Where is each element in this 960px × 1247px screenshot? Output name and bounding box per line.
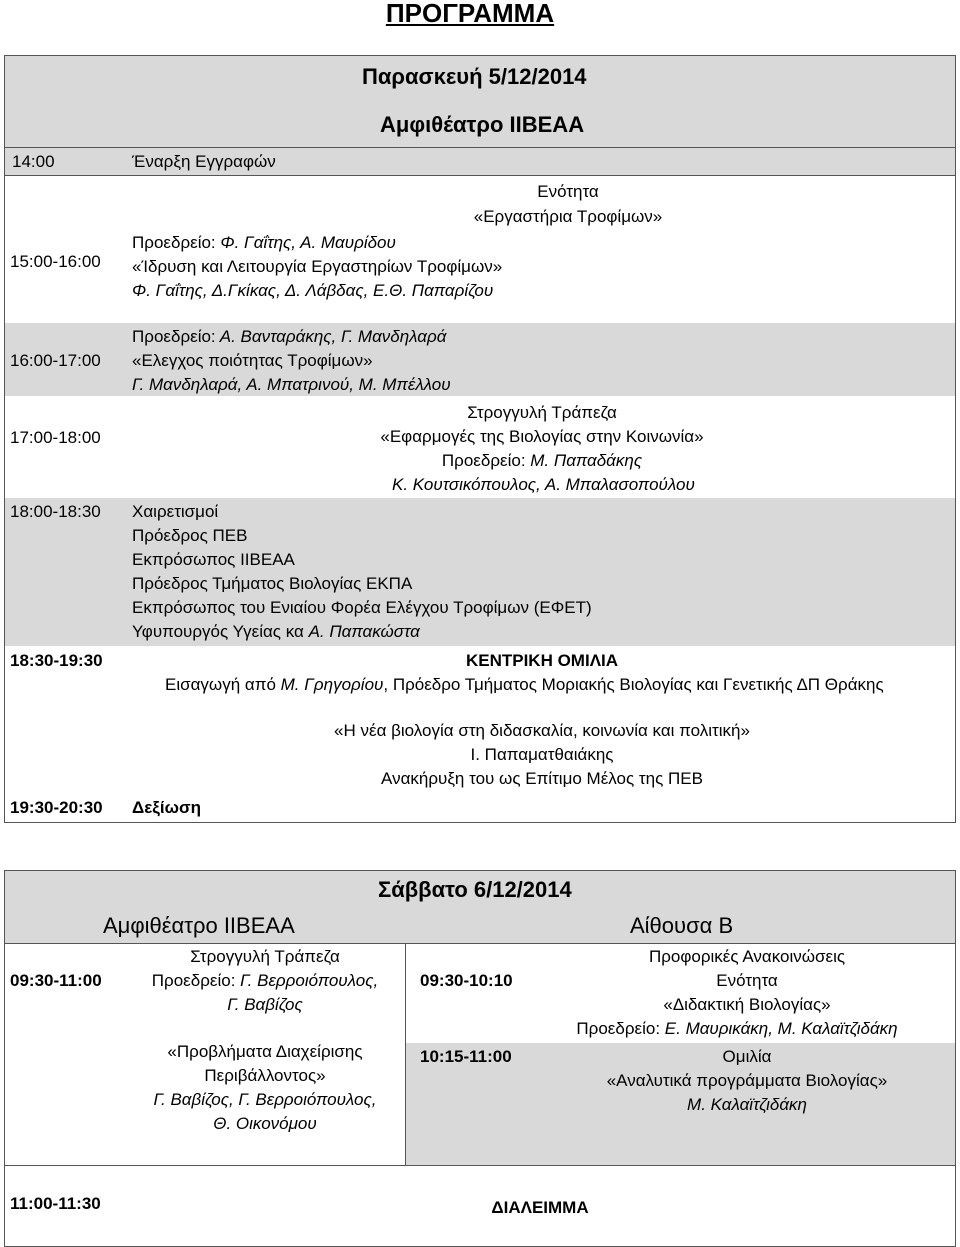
- minister-name: Α. Παπακώστα: [308, 622, 420, 641]
- left-speakers-cont: Θ. Οικονόμου: [213, 1114, 317, 1133]
- keynote-speaker: Ι. Παπαματθαιάκης: [470, 745, 614, 764]
- greetings-line: Χαιρετισμοί: [132, 502, 219, 521]
- keynote-heading: ΚΕΝΤΡΙΚΗ ΟΜΙΛΙΑ: [465, 651, 619, 670]
- roundtable-talk: «Εφαρμογές της Βιολογίας στην Κοινωνία»: [380, 427, 704, 446]
- reception-time: 19:30-20:30: [10, 798, 103, 817]
- day1-venue: Αμφιθέατρο ΙΙΒΕΑΑ: [380, 112, 585, 137]
- day2-date: Σάββατο 6/12/2014: [378, 877, 572, 902]
- left-chair: [140, 969, 390, 993]
- chair-names: Α. Βανταράκης, Γ. Μανδηλαρά: [215, 327, 447, 346]
- break-label: ΔΙΑΛΕΙΜΜΑ: [491, 1198, 589, 1217]
- chair-names: Φ. Γαΐτης, Α. Μαυρίδου: [215, 233, 396, 252]
- right-slot1-unit: Ενότητα: [716, 971, 778, 990]
- session1-time: 15:00-16:00: [10, 252, 101, 271]
- break-time: 11:00-11:30: [10, 1194, 101, 1213]
- right-slot1-unit-title: «Διδακτική Βιολογίας»: [663, 995, 831, 1014]
- chair-label: Προεδρείο:: [576, 1019, 661, 1038]
- chair-label: Προεδρείο:: [132, 233, 216, 252]
- session2-time: 16:00-17:00: [10, 351, 101, 370]
- roundtable-time: 17:00-18:00: [10, 428, 101, 447]
- session2-talk: «Ελεγχος ποιότητας Τροφίμων»: [132, 351, 373, 370]
- chair-label: Προεδρείο:: [441, 451, 526, 470]
- chair-names: Ε. Μαυρικάκη, Μ. Καλαϊτζιδάκη: [660, 1019, 898, 1038]
- roundtable-chair: [392, 449, 692, 473]
- right-slot1-chair: [522, 1017, 952, 1041]
- right-slot1-heading: Προφορικές Ανακοινώσεις: [648, 947, 846, 966]
- keynote-intro: Εισαγωγή από Μ. Γρηγορίου, Πρόεδρο Τμήματος Μοριακής Βιολογίας και Γενετικής ΔΠ Θράκης: [165, 675, 884, 694]
- registration-time: 14:00: [12, 152, 55, 171]
- right-slot1-time: 09:30-10:10: [420, 971, 513, 990]
- session1-unit-title: «Εργαστήρια Τροφίμων»: [473, 207, 663, 226]
- right-slot2-talk: «Αναλυτικά προγράμματα Βιολογίας»: [606, 1071, 888, 1090]
- right-slot2-time: 10:15-11:00: [420, 1047, 512, 1066]
- session1-speakers: Φ. Γαΐτης, Δ.Γκίκας, Δ. Λάβδας, Ε.Θ. Παπαρίζου: [132, 281, 494, 300]
- greetings-line: Εκπρόσωπος ΙΙΒΕΑΑ: [132, 550, 295, 569]
- registration-label: Έναρξη Εγγραφών: [132, 152, 276, 171]
- session1-unit: Ενότητα: [537, 182, 599, 201]
- right-slot2-heading: Ομιλία: [722, 1047, 772, 1066]
- left-talk-cont: Περιβάλλοντος»: [204, 1066, 326, 1085]
- chair-label: Προεδρείο:: [132, 327, 216, 346]
- left-time: 09:30-11:00: [10, 971, 102, 990]
- keynote-honor: Ανακήρυξη του ως Επίτιμο Μέλος της ΠΕΒ: [381, 769, 703, 788]
- session2-speakers: Γ. Μανδηλαρά, Α. Μπατρινού, Μ. Μπέλλου: [132, 375, 451, 394]
- right-slot2-speaker: Μ. Καλαϊτζιδάκη: [687, 1095, 807, 1114]
- greetings-line: Πρόεδρος ΠΕΒ: [132, 526, 248, 545]
- keynote-time: 18:30-19:30: [10, 651, 103, 670]
- session1-chair: [132, 231, 396, 255]
- roundtable-heading: Στρογγυλή Τράπεζα: [467, 403, 617, 422]
- day1-date: Παρασκευή 5/12/2014: [362, 64, 587, 89]
- session1-talk: «Ίδρυση και Λειτουργία Εργαστηρίων Τροφίμων»: [132, 257, 503, 276]
- left-speakers: Γ. Βαβίζος, Γ. Βερροιόπουλος,: [153, 1090, 377, 1109]
- page-title: ΠΡΟΓΡΑΜΜΑ: [385, 0, 555, 28]
- intro-name: Μ. Γρηγορίου: [280, 675, 384, 694]
- greetings-line: Πρόεδρος Τμήματος Βιολογίας ΕΚΠΑ: [132, 574, 413, 593]
- roundtable-speakers: Κ. Κουτσικόπουλος, Α. Μπαλασοπούλου: [392, 475, 695, 494]
- chair-label: Προεδρείο:: [151, 971, 236, 990]
- greetings-time: 18:00-18:30: [10, 502, 101, 521]
- greetings-line: Υφυπουργός Υγείας κα Α. Παπακώστα: [132, 622, 420, 641]
- session2-chair: [132, 325, 446, 349]
- day2-right-venue: Αίθουσα Β: [630, 913, 734, 938]
- greetings-line: Εκπρόσωπος του Ενιαίου Φορέα Ελέγχου Τροφίμων (ΕΦΕΤ): [132, 598, 592, 617]
- chair-names: Γ. Βερροιόπουλος,: [235, 971, 379, 990]
- left-heading: Στρογγυλή Τράπεζα: [190, 947, 340, 966]
- chair-names: Μ. Παπαδάκης: [525, 451, 643, 470]
- left-talk: «Προβλήματα Διαχείρισης: [167, 1042, 363, 1061]
- day2-left-venue: Αμφιθέατρο ΙΙΒΕΑΑ: [103, 913, 295, 938]
- reception-label: Δεξίωση: [132, 798, 201, 817]
- keynote-talk: «Η νέα βιολογία στη διδασκαλία, κοινωνία και πολιτική»: [334, 721, 750, 740]
- left-chair-cont: Γ. Βαβίζος: [227, 995, 303, 1014]
